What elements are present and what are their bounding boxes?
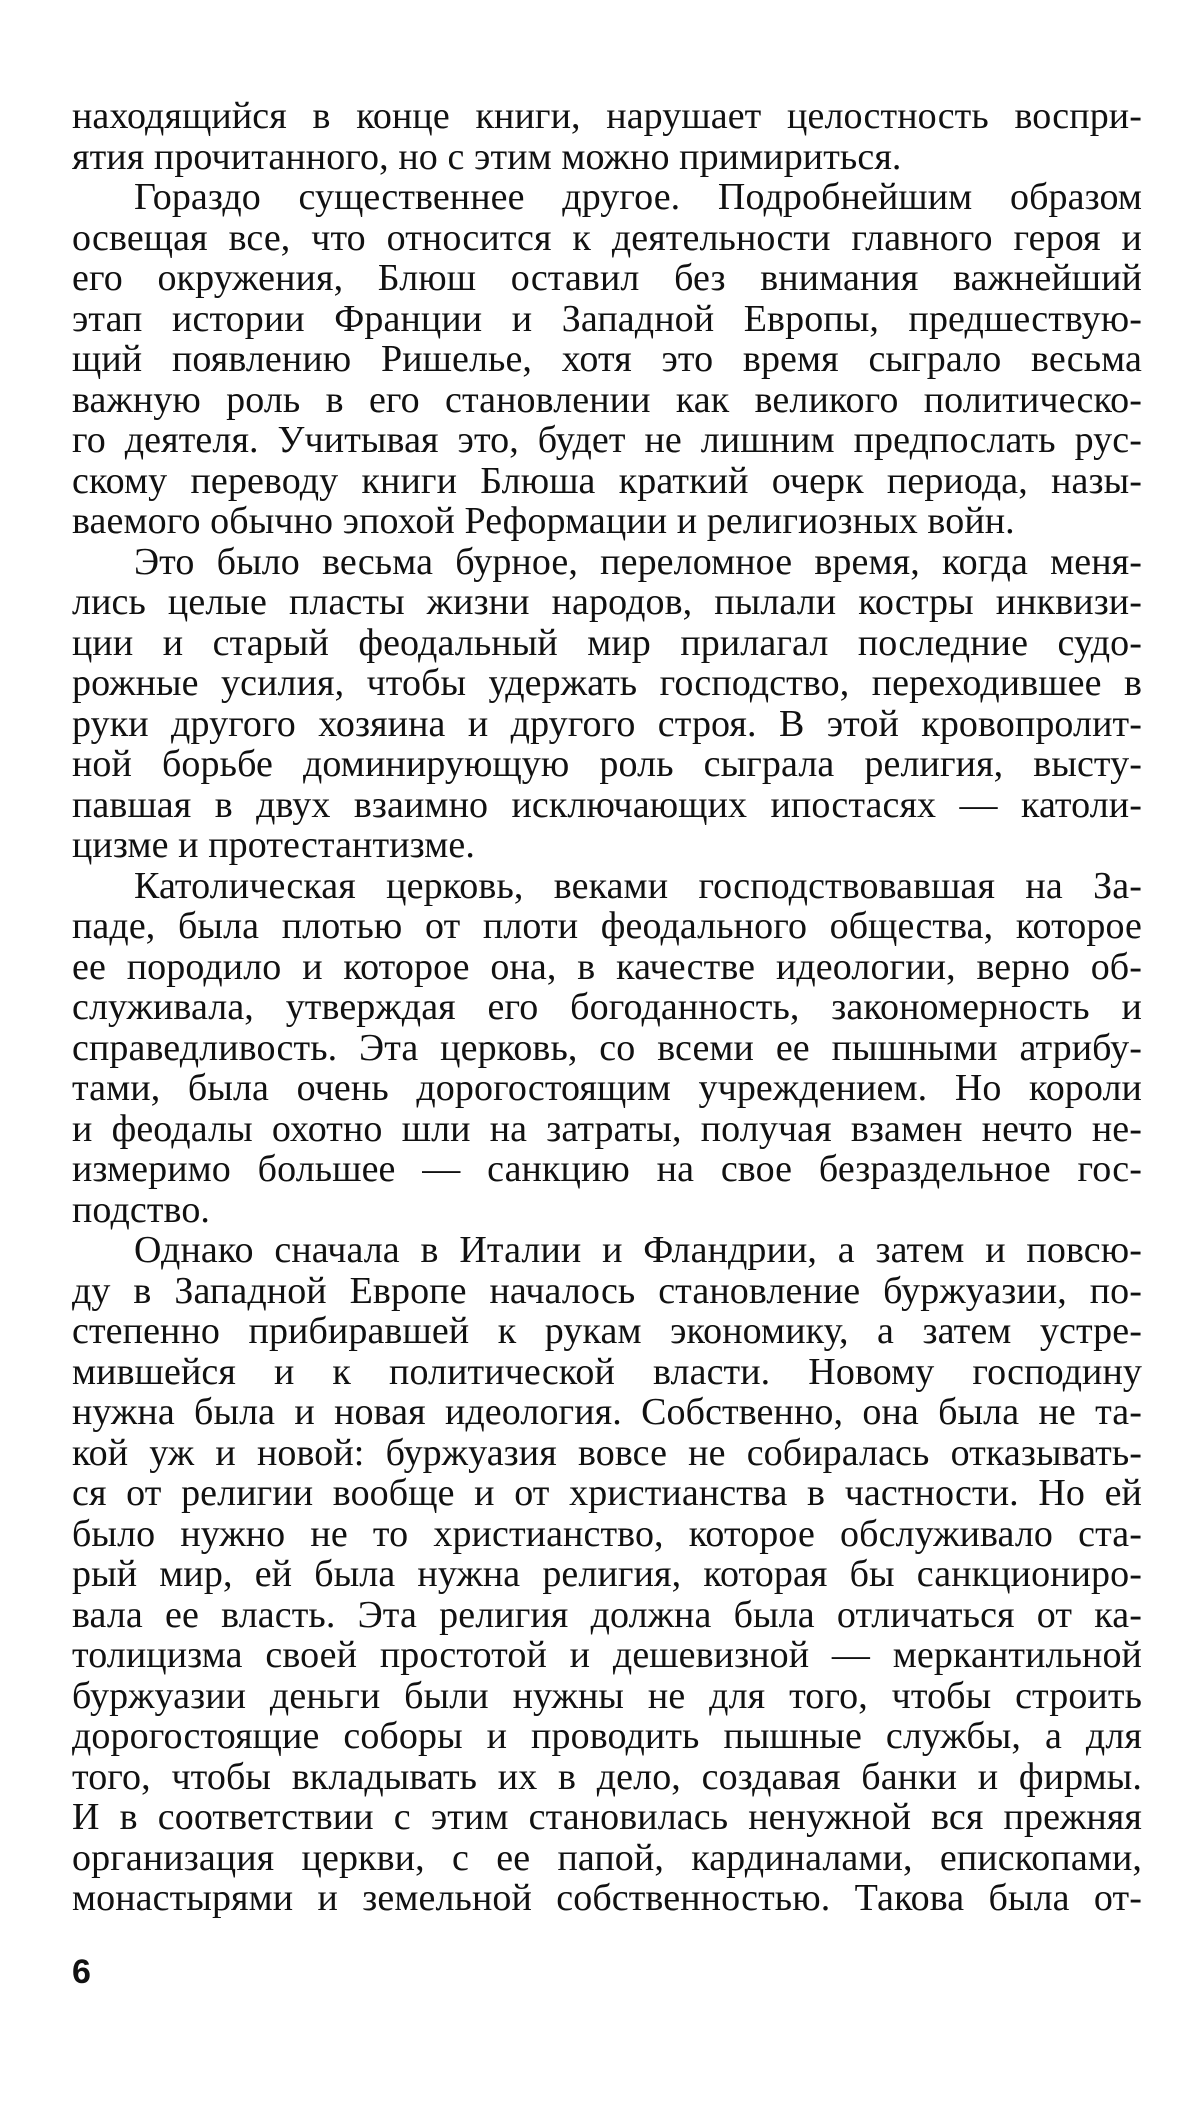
page-body bbox=[72, 96, 1142, 1919]
text-line: Это было весьма бурное, переломное время, когда меня- bbox=[134, 540, 1142, 583]
text-line: Однако сначала в Италии и Фландрии, а затем и повсю- bbox=[134, 1229, 1142, 1271]
text-line: ции и старый феодальный мир прилагал последние судо- bbox=[72, 621, 1142, 664]
text-line: тами, была очень дорогостоящим учреждением. Но короли bbox=[72, 1067, 1142, 1109]
page-number: 6 bbox=[72, 1953, 91, 1991]
text-line: степенно прибиравшей к рукам экономику, а затем устре- bbox=[72, 1310, 1142, 1352]
text-line: дорогостоящие соборы и проводить пышные службы, а для bbox=[72, 1715, 1142, 1757]
text-line: подство. bbox=[72, 1188, 211, 1231]
text-line: павшая в двух взаимно исключающих ипостасях — католи- bbox=[72, 783, 1142, 826]
text-line: И в соответствии с этим становилась ненужной вся прежняя bbox=[72, 1796, 1142, 1838]
text-line: го деятеля. Учитывая это, будет не лишним предпослать рус- bbox=[72, 419, 1142, 461]
text-line: измеримо большее — санкцию на свое безраздельное гос- bbox=[72, 1148, 1142, 1190]
text-line: паде, была плотью от плоти феодального общества, которое bbox=[72, 905, 1142, 947]
text-line: монастырями и земельной собственностью. Такова была от- bbox=[72, 1877, 1142, 1919]
text-line: справедливость. Эта церковь, со всеми ее пышными атрибу- bbox=[72, 1026, 1142, 1069]
text-line: служивала, утверждая его богоданность, закономерность и bbox=[72, 986, 1142, 1028]
paragraph-5 bbox=[72, 1230, 1142, 1919]
text-line: скому переводу книги Блюша краткий очерк периода, назы- bbox=[72, 459, 1142, 502]
text-line: руки другого хозяина и другого строя. В этой кровопролит- bbox=[72, 702, 1142, 745]
text-line: его окружения, Блюш оставил без внимания важнейший bbox=[72, 257, 1142, 299]
text-line: ной борьбе доминирующую роль сыграла религия, высту- bbox=[72, 743, 1142, 785]
paragraph-1 bbox=[72, 96, 1142, 177]
text-line: рый мир, ей была нужна религия, которая бы санкциониро- bbox=[72, 1553, 1142, 1595]
text-line: мившейся и к политической власти. Новому господину bbox=[72, 1350, 1142, 1393]
text-line: организация церкви, с ее папой, кардиналами, епископами, bbox=[72, 1836, 1142, 1879]
paragraph-3 bbox=[72, 542, 1142, 866]
text-line: ваемого обычно эпохой Реформации и религиозных войн. bbox=[72, 500, 1015, 542]
text-line: находящийся в конце книги, нарушает целостность воспри- bbox=[72, 95, 1142, 137]
paragraph-4 bbox=[72, 866, 1142, 1231]
text-line: и феодалы охотно шли на затраты, получая взамен нечто не- bbox=[72, 1107, 1142, 1150]
text-line: Гораздо существеннее другое. Подробнейшим образом bbox=[134, 176, 1142, 218]
text-line: толицизма своей простотой и дешевизной — меркантильной bbox=[72, 1634, 1142, 1676]
text-line: буржуазии деньги были нужны не для того, чтобы строить bbox=[72, 1674, 1142, 1717]
text-line: лись целые пласты жизни народов, пылали костры инквизи- bbox=[72, 581, 1142, 623]
paragraph-2 bbox=[72, 177, 1142, 542]
text-line: важную роль в его становлении как великого политическо- bbox=[72, 378, 1142, 421]
text-line: ду в Западной Европе началось становление буржуазии, по- bbox=[72, 1269, 1142, 1312]
text-line: ятия прочитанного, но с этим можно примириться. bbox=[72, 135, 902, 178]
text-line: вала ее власть. Эта религия должна была отличаться от ка- bbox=[72, 1593, 1142, 1636]
text-line: этап истории Франции и Западной Европы, предшествую- bbox=[72, 297, 1142, 340]
text-line: нужна была и новая идеология. Собственно, она была не та- bbox=[72, 1391, 1142, 1433]
text-line: освещая все, что относится к деятельности главного героя и bbox=[72, 216, 1142, 259]
text-line: ее породило и которое она, в качестве идеологии, верно об- bbox=[72, 945, 1142, 988]
text-line: кой уж и новой: буржуазия вовсе не собиралась отказывать- bbox=[72, 1431, 1142, 1474]
text-line: ся от религии вообще и от христианства в частности. Но ей bbox=[72, 1472, 1142, 1514]
text-line: Католическая церковь, веками господствовавшая на За- bbox=[134, 864, 1142, 907]
text-line: щий появлению Ришелье, хотя это время сыграло весьма bbox=[72, 338, 1142, 380]
text-line: было нужно не то христианство, которое обслуживало ста- bbox=[72, 1512, 1142, 1555]
text-line: цизме и протестантизме. bbox=[72, 824, 475, 866]
text-line: того, чтобы вкладывать их в дело, создавая банки и фирмы. bbox=[72, 1755, 1142, 1798]
text-line: рожные усилия, чтобы удержать господство, переходившее в bbox=[72, 662, 1142, 704]
